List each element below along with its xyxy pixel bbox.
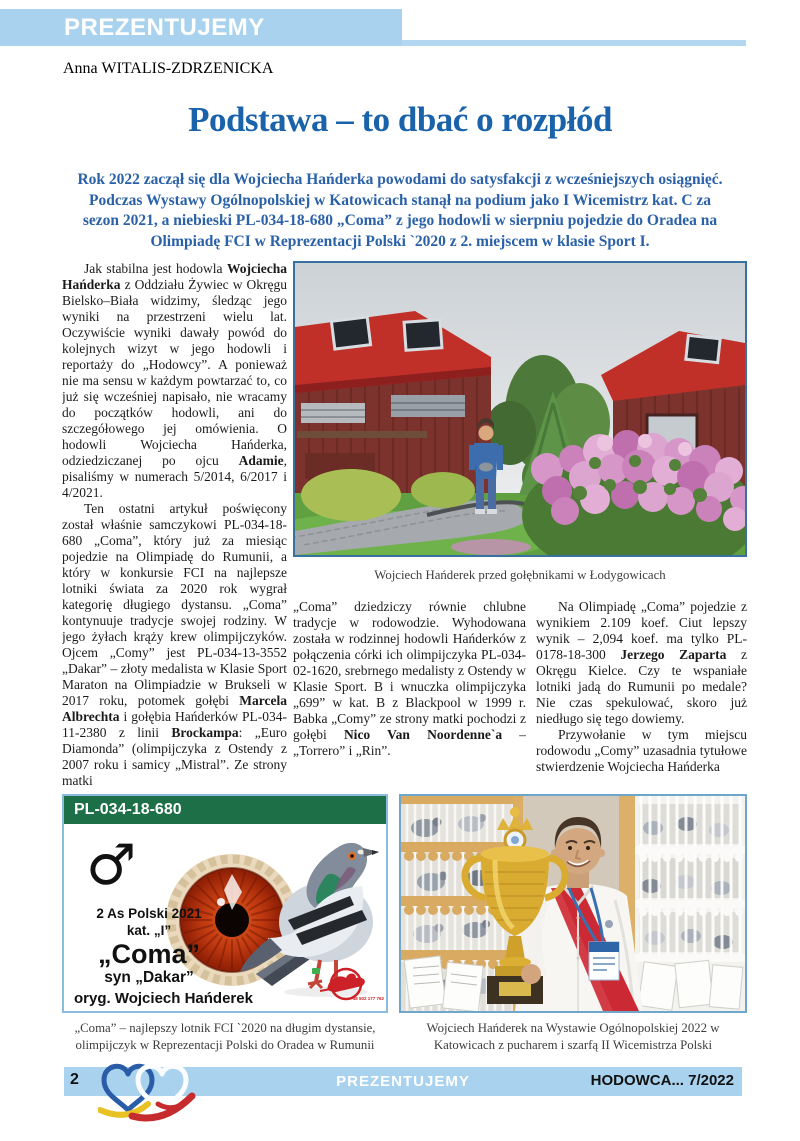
male-symbol-icon: ♂ [86, 833, 137, 898]
award-line: 2 As Polski 2021 [96, 906, 202, 921]
text-run: z Okręgu Kielce. Czy te wspaniałe lotniki jadą do Rumunii po medale? Nie czas spekulować, skoro już niedługo się tego dowiemy. [536, 647, 747, 726]
text-run: Jak stabilna jest hodowla [84, 261, 227, 276]
text-run: , pisaliśmy w numerach 5/2014, 6/2017 i 4/2021. [62, 453, 287, 500]
text-run: – „Torrero” i „Rin”. [293, 727, 526, 758]
section-label: PREZENTUJEMY [64, 13, 265, 41]
header-rule [402, 40, 746, 46]
father-name: Adamie [238, 453, 284, 468]
pigeon-name: „Coma” [97, 939, 200, 969]
photographer-phone: +48 502 177 762 [350, 996, 384, 1001]
article-column-left [62, 261, 287, 793]
garden-photo-illustration [295, 263, 745, 555]
article-column-middle [293, 599, 526, 795]
text-run: i gołębia Hańderków PL-034-11-2380 z linii [62, 709, 287, 740]
text-run: : „Euro Diamonda” (olimpijczyka z Ostendy z 2007 roku i samicy „Mistral”. Ze strony matki [62, 725, 287, 788]
article-lead: Rok 2022 zaczął się dla Wojciecha Hańderka powodami do satysfakcji z wcześniejszych osiągnięć. Podczas Wystawy Ogólnopolskiej w Katowicach stanął na podium jako I Wicemistrz kat. C za sezon 2021, a niebieski PL-034-18-680 „Coma” z jego hodowli w sierpniu pojedzie do Oradea na Olimpiadę FCI w Reprezentacji Polski `2020 z 2. miejscem w klasie Sport I. [77, 171, 723, 250]
trophy-photo-illustration [401, 796, 745, 1011]
header-bar [0, 9, 402, 46]
exhibitor-badge [589, 942, 619, 980]
pigeon-origin: oryg. Wojciech Hańderek [74, 990, 253, 1007]
magazine-issue: HODOWCA... 7/2022 [590, 1072, 734, 1089]
ring-number-bar [64, 796, 386, 824]
trophy-photo [399, 794, 747, 1013]
article-title: Podstawa – to dbać o rozpłód [188, 100, 612, 139]
trophy-photo-caption: Wojciech Hańderek na Wystawie Ogólnopolskiej 2022 w Katowicach z pucharem i szarfą II Wicemistrza Polski [426, 1021, 720, 1052]
hearts-logo-icon [98, 1058, 198, 1124]
footer-section-label: PREZENTUJEMY [336, 1073, 470, 1090]
author-name: Anna WITALIS-ZDRZENICKA [63, 60, 274, 77]
paragraph [536, 599, 747, 727]
paragraph [62, 261, 287, 501]
garden-photo-caption: Wojciech Hańderek przed gołębnikami w Łodygowicach [374, 568, 666, 582]
breeder-name: Wojciecha Hańderka [62, 261, 287, 292]
text-run: Na Olimpiadę „Coma” pojedzie z wynikiem 2.109 koef. Ciut lepszy wynik – 2,094 koef. ma tylko PL-0178-18-300 [536, 599, 747, 662]
pigeon-card-caption: „Coma” – najlepszy lotnik FCI `2020 na długim dystansie, olimpijczyk w Reprezentacji Polski do Oradea w Rumunii [74, 1021, 376, 1052]
right-cages [635, 796, 745, 1011]
text-run: „Coma” dziedziczy równie chlubne tradycje w rodowodzie. Wyhodowana została w rodzinnej hodowli Hańderków z połączenia córki ich olimpijczyka PL-034-02-1620, srebrnego medalisty z Ostendy w Klasie Sport. B i wnuczka olimpijczyka „699” w kat. B z Blackpool w 1999 r. Babka „Comy” ze strony matki pochodzi z gołębi [293, 599, 526, 742]
paragraph [62, 501, 287, 789]
garden-photo [293, 261, 747, 557]
pigeon-card-body [64, 824, 386, 1011]
paragraph: Przywołanie w tym miejscu rodowodu „Comy” uzasadnia tytułowe stwierdzenie Wojciecha Hańderka [536, 727, 747, 774]
page-number: 2 [70, 1071, 79, 1088]
text-run: Ten ostatni artykuł poświęcony został właśnie samczykowi PL-034-18-680 „Coma”, który już za miesiąc pojedzie na Olimpiadę do Rumunii, a który w konkursie FCI na najlepsze lotniki świata za 2020 rok wygrał kategorię długiego dystansu. „Coma” kontynuuje tradycje swojej rodziny. W jego żyłach krąży krew olimpijczyków. Ojcem „Comy” jest PL-034-13-3552 „Dakar” – złoty medalista w Klasie Sport Maraton na Olimpiadzie w Brukseli w 2017 roku, potomek gołębi [62, 501, 287, 708]
breeder-name: Jerzego Zaparta [620, 647, 727, 662]
award-category: kat. „I” [126, 923, 172, 938]
pigeon-lineage: syn „Dakar” [104, 969, 194, 986]
text-run: z Oddziału Żywiec w Okręgu Bielsko–Biała widzimy, śledząc jego wyniki na przestrzeni wielu lat. Oczywiście wyniki dawały powód do kolejnych wizyt w jego hodowli i reportaży do „Hodowcy”. A ponieważ nie ma sensu w każdym powtarzać to, co już się wcześniej napisało, nie wracamy do początków hodowli, ani do szczegółowego jej omówienia. O hodowli Wojciecha Hańderka, odziedziczanej po ojcu [62, 277, 287, 468]
breeder-name: Nico Van Noordenne`a [343, 727, 503, 742]
ring-number: PL-034-18-680 [74, 801, 182, 818]
breeder-name: Marcela Albrechta [62, 693, 287, 724]
pigeon-card [62, 794, 388, 1013]
article-column-right [536, 599, 747, 795]
paragraph [293, 599, 526, 759]
line-name: Brockampa [171, 725, 239, 740]
